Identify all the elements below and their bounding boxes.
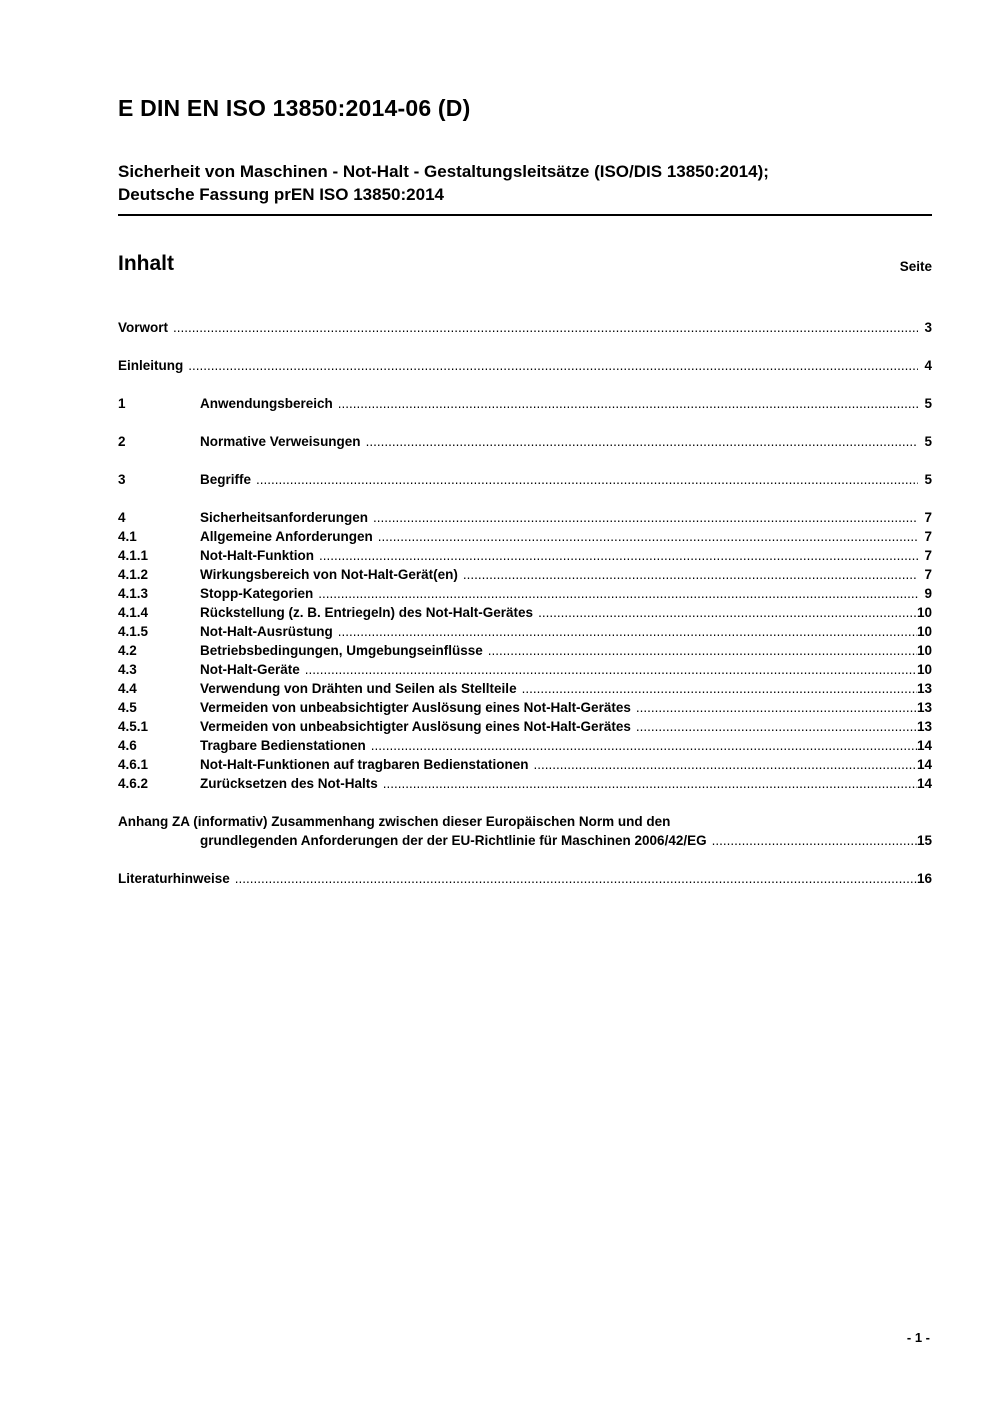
toc-list — [118, 318, 932, 888]
toc-dot-leader — [366, 432, 918, 451]
toc-entry — [118, 812, 932, 831]
toc-entry — [118, 831, 932, 850]
toc-entry-title: Stopp-Kategorien — [200, 586, 314, 601]
toc-entry-page: 10 — [916, 643, 932, 658]
toc-entry-page: 16 — [916, 871, 932, 886]
toc-entry-page: 14 — [916, 757, 932, 772]
toc-entry-number: 4 — [118, 510, 126, 525]
toc-entry — [118, 698, 932, 717]
toc-dot-leader — [636, 717, 917, 736]
toc-dot-leader — [383, 774, 917, 793]
toc-entry-page: 10 — [916, 624, 932, 639]
toc-heading: Inhalt — [118, 252, 174, 275]
toc-entry-title: Betriebsbedingungen, Umgebungseinflüsse — [200, 643, 483, 658]
toc-section — [118, 432, 932, 451]
toc-dot-leader — [538, 603, 917, 622]
toc-entry-number: 4.5 — [118, 700, 137, 715]
toc-entry-title: Sicherheitsanforderungen — [200, 510, 369, 525]
toc-dot-leader — [256, 470, 918, 489]
toc-page-column-label: Seite — [899, 259, 932, 274]
toc-entry-page: 14 — [916, 776, 932, 791]
toc-entry — [118, 508, 932, 527]
toc-entry-number: 4.2 — [118, 643, 137, 658]
toc-section — [118, 356, 932, 375]
toc-entry-number: 4.6 — [118, 738, 137, 753]
toc-entry-number: 4.1 — [118, 529, 137, 544]
toc-entry-page: 5 — [924, 396, 932, 411]
toc-section — [118, 869, 932, 888]
toc-entry — [118, 527, 932, 546]
toc-section — [118, 508, 932, 793]
toc-entry-page: 10 — [916, 605, 932, 620]
toc-dot-leader — [488, 641, 917, 660]
toc-entry-number: 4.1.4 — [118, 605, 149, 620]
toc-dot-leader — [188, 356, 918, 375]
toc-entry — [118, 717, 932, 736]
toc-entry — [118, 603, 932, 622]
toc-entry-number: 4.3 — [118, 662, 137, 677]
toc-entry-number: 4.1.3 — [118, 586, 149, 601]
toc-entry-title: Einleitung — [118, 358, 184, 373]
toc-dot-leader — [338, 394, 918, 413]
toc-entry-title: Literaturhinweise — [118, 871, 230, 886]
toc-entry-title: Verwendung von Drähten und Seilen als Stellteile — [200, 681, 517, 696]
toc-entry-title: Anhang ZA (informativ) Zusammenhang zwischen dieser Europäischen Norm und den — [118, 814, 671, 829]
toc-entry — [118, 432, 932, 451]
toc-entry — [118, 679, 932, 698]
toc-section — [118, 812, 932, 850]
toc-entry — [118, 584, 932, 603]
toc-entry-title: Not-Halt-Ausrüstung — [200, 624, 333, 639]
toc-dot-leader — [319, 546, 918, 565]
toc-entry-number: 4.1.5 — [118, 624, 149, 639]
toc-dot-leader — [463, 565, 918, 584]
toc-entry-title: Tragbare Bedienstationen — [200, 738, 366, 753]
toc-dot-leader — [712, 831, 917, 850]
toc-entry-page: 7 — [924, 548, 932, 563]
toc-entry-title: Not-Halt-Funktion — [200, 548, 314, 563]
toc-entry — [118, 546, 932, 565]
toc-entry-number: 4.4 — [118, 681, 137, 696]
document-subtitle — [118, 160, 932, 216]
toc-entry-title: Zurücksetzen des Not-Halts — [200, 776, 378, 791]
toc-entry — [118, 869, 932, 888]
toc-dot-leader — [305, 660, 917, 679]
toc-entry-number: 4.1.1 — [118, 548, 149, 563]
toc-entry-page: 7 — [924, 567, 932, 582]
toc-section — [118, 394, 932, 413]
toc-entry-title: Wirkungsbereich von Not-Halt-Gerät(en) — [200, 567, 458, 582]
toc-dot-leader — [318, 584, 918, 603]
toc-dot-leader — [378, 527, 918, 546]
toc-entry — [118, 470, 932, 489]
toc-entry-title: Allgemeine Anforderungen — [200, 529, 373, 544]
toc-entry — [118, 394, 932, 413]
toc-entry — [118, 755, 932, 774]
toc-dot-leader — [338, 622, 917, 641]
toc-entry-title: Anwendungsbereich — [200, 396, 333, 411]
toc-entry-title: Vorwort — [118, 320, 168, 335]
toc-entry-page: 5 — [924, 434, 932, 449]
toc-entry-page: 7 — [924, 529, 932, 544]
toc-entry-page: 5 — [924, 472, 932, 487]
document-code-title: E DIN EN ISO 13850:2014-06 (D) — [118, 95, 471, 121]
toc-dot-leader — [373, 508, 918, 527]
toc-entry-number: 3 — [118, 472, 126, 487]
document-subtitle-line1: Sicherheit von Maschinen - Not-Halt - Gestaltungsleitsätze (ISO/DIS 13850:2014); — [118, 162, 769, 181]
document-subtitle-line2: Deutsche Fassung prEN ISO 13850:2014 — [118, 185, 444, 204]
toc-entry-page: 10 — [916, 662, 932, 677]
toc-entry-page: 7 — [924, 510, 932, 525]
toc-entry-title: Normative Verweisungen — [200, 434, 361, 449]
toc-dot-leader — [173, 318, 918, 337]
toc-entry-page: 14 — [916, 738, 932, 753]
toc-entry-title: Not-Halt-Geräte — [200, 662, 300, 677]
toc-entry-page: 15 — [916, 833, 932, 848]
toc-entry — [118, 565, 932, 584]
toc-entry-page: 9 — [924, 586, 932, 601]
toc-section — [118, 318, 932, 337]
toc-entry-number: 4.1.2 — [118, 567, 149, 582]
toc-entry-title: Vermeiden von unbeabsichtigter Auslösung eines Not-Halt-Gerätes — [200, 700, 631, 715]
toc-entry-title: Vermeiden von unbeabsichtigter Auslösung eines Not-Halt-Gerätes — [200, 719, 631, 734]
toc-entry-number: 2 — [118, 434, 126, 449]
toc-header-row — [118, 252, 932, 276]
toc-entry — [118, 356, 932, 375]
toc-entry — [118, 622, 932, 641]
toc-dot-leader — [534, 755, 917, 774]
toc-entry-title: grundlegenden Anforderungen der der EU-Richtlinie für Maschinen 2006/42/EG — [200, 833, 707, 848]
toc-entry-page: 13 — [916, 719, 932, 734]
toc-entry-title: Begriffe — [200, 472, 252, 487]
toc-entry — [118, 736, 932, 755]
toc-entry — [118, 641, 932, 660]
toc-dot-leader — [522, 679, 917, 698]
toc-entry-page: 3 — [924, 320, 932, 335]
toc-entry-title: Not-Halt-Funktionen auf tragbaren Bedienstationen — [200, 757, 529, 772]
toc-entry-number: 4.6.1 — [118, 757, 149, 772]
toc-entry-page: 13 — [916, 681, 932, 696]
toc-entry-number: 4.5.1 — [118, 719, 149, 734]
page-content — [118, 0, 932, 888]
toc-entry-page: 4 — [924, 358, 932, 373]
toc-dot-leader — [636, 698, 917, 717]
toc-entry — [118, 660, 932, 679]
toc-entry — [118, 318, 932, 337]
toc-entry — [118, 774, 932, 793]
toc-dot-leader — [235, 869, 917, 888]
toc-entry-number: 4.6.2 — [118, 776, 149, 791]
toc-dot-leader — [371, 736, 917, 755]
toc-entry-number: 1 — [118, 396, 126, 411]
toc-entry-page: 13 — [916, 700, 932, 715]
toc-section — [118, 470, 932, 489]
page-number-footer: - 1 - — [906, 1330, 930, 1345]
toc-entry-title: Rückstellung (z. B. Entriegeln) des Not-Halt-Gerätes — [200, 605, 534, 620]
